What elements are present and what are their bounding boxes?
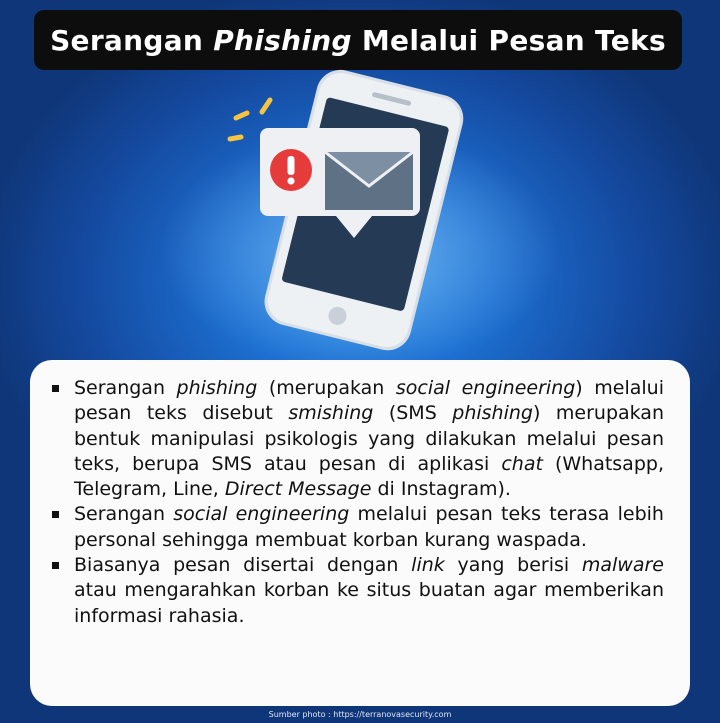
title-pre: Serangan [50, 23, 214, 57]
bullet-point [74, 376, 664, 502]
text-run: atau mengarahkan korban ke situs buatan agar memberikan informasi rahasia. [74, 579, 664, 627]
info-card [30, 360, 690, 706]
title-post: Melalui Pesan Teks [351, 23, 666, 57]
text-run: melalui pesan teks terasa lebih personal sehingga membuat korban kurang waspada. [74, 503, 664, 551]
source-credit: Sumber photo : https://terranovasecurity.com [268, 710, 452, 719]
text-run: Biasanya pesan disertai dengan [74, 554, 412, 577]
italic-term: phishing [452, 402, 533, 425]
italic-term: malware [581, 554, 664, 577]
italic-term: Direct Message [224, 478, 372, 501]
text-run: (SMS [373, 402, 453, 425]
italic-term: link [411, 554, 445, 577]
text-run: Serangan [74, 377, 177, 399]
phone-illustration [0, 0, 720, 360]
title-italic: Phishing [213, 23, 352, 57]
bullet-list [74, 376, 664, 629]
italic-term: chat [501, 452, 543, 475]
italic-term: social engineering [173, 503, 350, 526]
text-run: yang berisi [444, 554, 582, 577]
bullet-point [74, 553, 664, 629]
text-run: ) melalui pesan teks disebut [74, 377, 664, 425]
text-run: (Whatsapp, Telegram, Line, [74, 452, 664, 501]
envelope-icon [325, 152, 413, 210]
bullet-point [74, 502, 664, 553]
italic-term: smishing [288, 402, 374, 425]
italic-term: phishing [176, 377, 258, 399]
text-run: ) merupakan bentuk manipulasi psikologis yang dilakukan melalui pesan teks, berupa SMS atau pesan di aplikasi [74, 402, 664, 475]
text-run: di Instagram). [371, 478, 511, 501]
text-run: (merupakan [257, 377, 396, 399]
exclamation-icon [270, 149, 312, 191]
text-run: Serangan [74, 503, 174, 526]
italic-term: social engineering [395, 377, 576, 399]
